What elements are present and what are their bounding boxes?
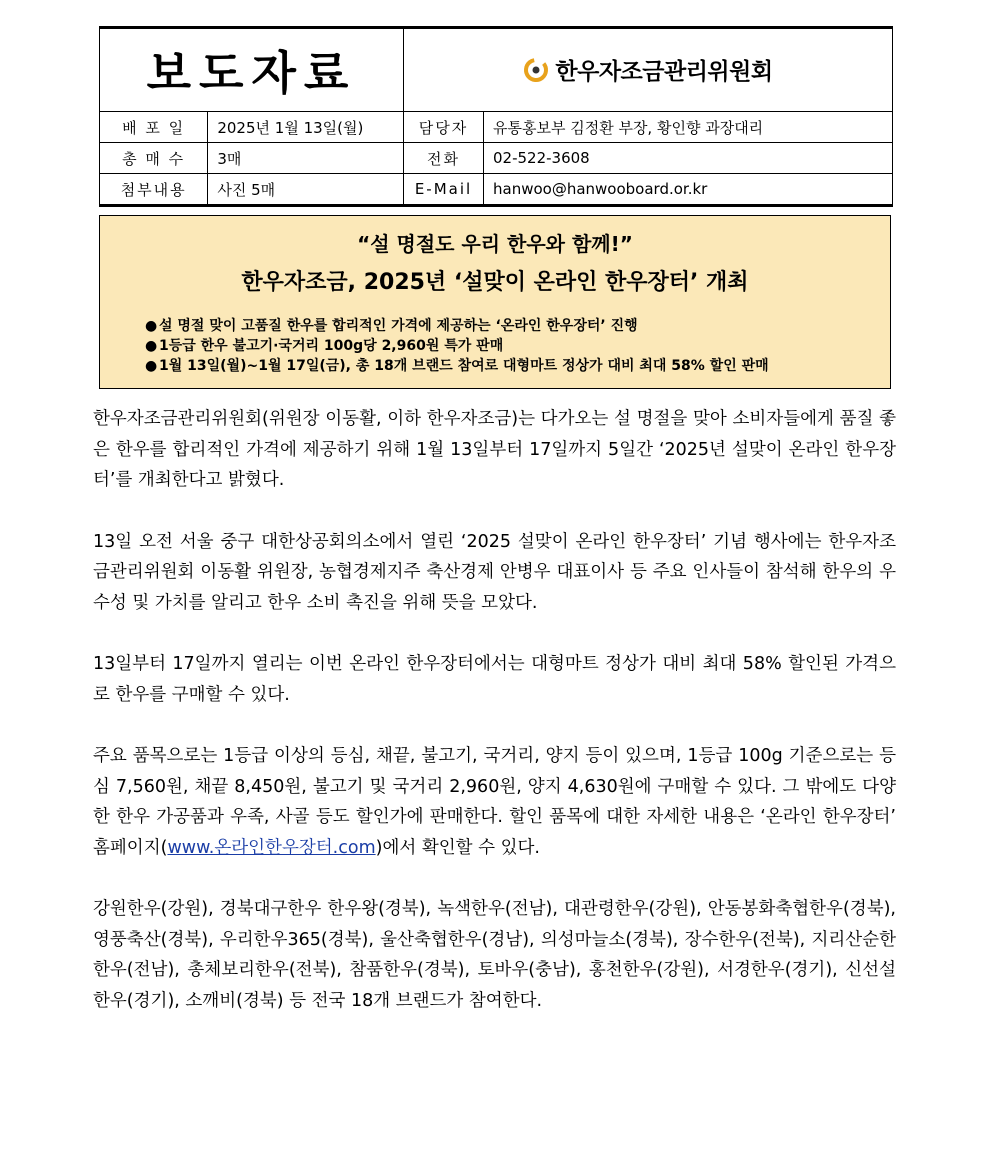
paragraph-discount: 13일부터 17일까지 열리는 이번 온라인 한우장터에서는 대형마트 정상가 대비 최대 58% 할인된 가격으로 한우를 구매할 수 있다. [93, 654, 896, 705]
value-release-date: 2025년 1월 13일(월) [208, 112, 404, 143]
bullet-icon: ● [145, 358, 158, 374]
bullet-text: 1월 13일(월)~1월 17일(금), 총 18개 브랜드 참여로 대형마트 정상가 대비 최대 58% 할인 판매 [159, 358, 769, 374]
info-row-pages [100, 143, 893, 174]
article-body [93, 404, 896, 1016]
bullet-text: 1등급 한우 불고기·국거리 100g당 2,960원 특가 판매 [159, 338, 504, 354]
label-page-count: 총 매 수 [100, 143, 208, 174]
label-email: E-Mail [404, 174, 484, 206]
organization-logo [404, 28, 893, 112]
label-contact: 담당자 [404, 112, 484, 143]
summary-quote: “설 명절도 우리 한우와 함께!” [357, 232, 633, 256]
value-email: hanwoo@hanwooboard.or.kr [484, 174, 893, 206]
summary-bullet [145, 356, 890, 376]
items-text: 주요 품목으로는 1등급 이상의 등심, 채끝, 불고기, 국거리, 양지 등이 있으며, 1등급 100g 기준으로는 등심 7,560원, 채끝 8,450원, 불고기 및 국거리 2,960원, 양지 4,630원에 구매할 수 있다. 그 밖에도 다양한 한우 가공품과 우족, 사골 등도 할인가에 판매한다. 할인 품목에 대한 자세한 내용은 ‘온라인 한우장터’ 홈페이지( [93, 746, 896, 858]
label-attachments: 첨부내용 [100, 174, 208, 206]
hanwoo-logo-icon [523, 57, 549, 83]
summary-box [99, 215, 891, 389]
press-release-header [99, 26, 893, 207]
bullet-text: 설 명절 맞이 고품질 한우를 합리적인 가격에 제공하는 ‘온라인 한우장터’ 진행 [159, 318, 638, 334]
value-attachments: 사진 5매 [208, 174, 404, 206]
summary-bullets [145, 316, 890, 376]
value-page-count: 3매 [208, 143, 404, 174]
value-contact: 유통홍보부 김정환 부장, 황인향 과장대리 [484, 112, 893, 143]
bullet-icon: ● [145, 338, 158, 354]
organization-name: 한우자조금관리위원회 [555, 59, 773, 86]
label-release-date: 배 포 일 [100, 112, 208, 143]
items-text-end: )에서 확인할 수 있다. [375, 837, 540, 858]
info-row-date [100, 112, 893, 143]
summary-headline: 한우자조금, 2025년 ‘설맞이 온라인 한우장터’ 개최 [241, 270, 749, 295]
homepage-link[interactable]: www.온라인한우장터.com [167, 837, 376, 858]
document-title: 보도자료 [100, 28, 404, 112]
paragraph-event: 13일 오전 서울 중구 대한상공회의소에서 열린 ‘2025 설맞이 온라인 한우장터’ 기념 행사에는 한우자조금관리위원회 이동활 위원장, 농협경제지주 축산경제 안병우 대표이사 등 주요 인사들이 참석해 한우의 우수성 및 가치를 알리고 한우 소비 촉진을 위해 뜻을 모았다. [93, 531, 896, 613]
label-phone: 전화 [404, 143, 484, 174]
paragraph-brands: 강원한우(강원), 경북대구한우 한우왕(경북), 녹색한우(전남), 대관령한우(강원), 안동봉화축협한우(경북), 영풍축산(경북), 우리한우365(경북), 울산축협한우(경남), 의성마늘소(경북), 장수한우(전북), 지리산순한한우(전남), 총체보리한우(전북), 참품한우(경북), 토바우(충남), 홍천한우(강원), 서경한우(경기), 신선설한우(경기), 소깨비(경북) 등 전국 18개 브랜드가 참여한다. [93, 899, 896, 1011]
summary-bullet [145, 336, 890, 356]
paragraph-intro: 한우자조금관리위원회(위원장 이동활, 이하 한우자조금)는 다가오는 설 명절을 맞아 소비자들에게 품질 좋은 한우를 합리적인 가격에 제공하기 위해 1월 13일부터 17일까지 5일간 ‘2025년 설맞이 온라인 한우장터’를 개최한다고 밝혔다. [93, 409, 896, 490]
info-row-attachments [100, 174, 893, 206]
value-phone: 02-522-3608 [484, 143, 893, 174]
bullet-icon: ● [145, 318, 158, 334]
summary-bullet [145, 316, 890, 336]
paragraph-items [93, 741, 896, 863]
